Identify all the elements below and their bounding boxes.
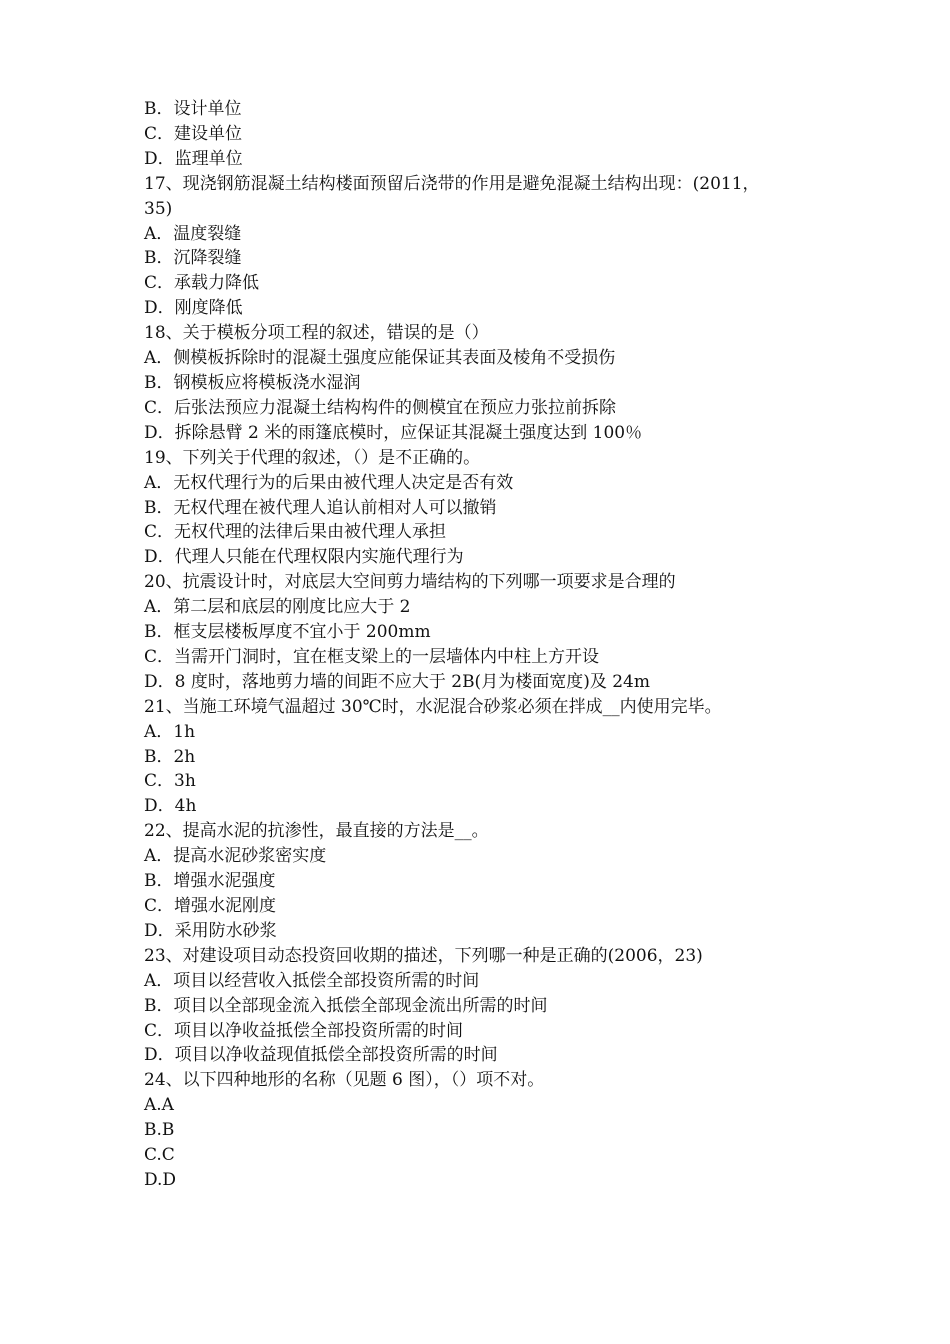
question-line: 19、下列关于代理的叙述，（）是不正确的。 (144, 447, 481, 468)
question-line: 17、现浇钢筋混凝土结构楼面预留后浇带的作用是避免混凝土结构出现：(2011， (144, 173, 760, 194)
option-line: D．监理单位 (144, 148, 243, 169)
option-line: A．无权代理行为的后果由被代理人决定是否有效 (144, 472, 514, 493)
option-line: B．2h (144, 746, 196, 767)
option-line: A．温度裂缝 (144, 223, 242, 244)
option-line: D．刚度降低 (144, 298, 243, 319)
option-line: A．提高水泥砂浆密实度 (144, 846, 327, 867)
option-line: D．代理人只能在代理权限内实施代理行为 (144, 547, 464, 568)
option-line: C．当需开门洞时，宜在框支梁上的一层墙体内中柱上方开设 (144, 646, 600, 667)
option-line: C．后张法预应力混凝土结构构件的侧模宜在预应力张拉前拆除 (144, 397, 617, 418)
option-line: D．4h (144, 796, 197, 817)
option-line: C．3h (144, 771, 196, 792)
option-line: C．增强水泥刚度 (144, 896, 277, 916)
question-line: 23、对建设项目动态投资回收期的描述，下列哪一种是正确的(2006，23) (144, 945, 703, 966)
option-line: B．框支层楼板厚度不宜小于 200mm (144, 622, 431, 643)
option-line: C．项目以净收益抵偿全部投资所需的时间 (144, 1020, 464, 1041)
option-line: B．无权代理在被代理人追认前相对人可以撤销 (144, 497, 497, 518)
option-line: A.A (144, 1095, 174, 1116)
question-line: 20、抗震设计时，对底层大空间剪力墙结构的下列哪一项要求是合理的 (144, 572, 676, 593)
option-line: B．沉降裂缝 (144, 248, 242, 269)
option-line: D．采用防水砂浆 (144, 920, 277, 941)
option-line: D．8 度时，落地剪力墙的间距不应大于 2B(月为楼面宽度)及 24m (144, 671, 650, 692)
question-line-continued: 35) (144, 198, 173, 219)
question-line: 21、当施工环境气温超过 30℃时，水泥混合砂浆必须在拌成__内使用完毕。 (144, 696, 722, 717)
option-line: B．钢模板应将模板浇水湿润 (144, 372, 361, 393)
option-line: C．承载力降低 (144, 273, 260, 294)
option-line: C．建设单位 (144, 123, 243, 144)
document-page (144, 97, 824, 1193)
option-line: A．第二层和底层的刚度比应大于 2 (144, 597, 411, 618)
option-line: B．增强水泥强度 (144, 871, 276, 892)
option-line: B.B (144, 1120, 175, 1141)
option-line: C.C (144, 1145, 175, 1166)
option-line: A．1h (144, 721, 196, 742)
option-line: A．项目以经营收入抵偿全部投资所需的时间 (144, 970, 480, 991)
option-line: D．拆除悬臂 2 米的雨篷底模时，应保证其混凝土强度达到 100％ (144, 422, 643, 443)
question-line: 22、提高水泥的抗渗性，最直接的方法是__。 (144, 821, 489, 842)
question-line: 24、以下四种地形的名称（见题 6 图），（）项不对。 (144, 1070, 545, 1091)
option-line: A．侧模板拆除时的混凝土强度应能保证其表面及棱角不受损伤 (144, 348, 616, 369)
option-line: C．无权代理的法律后果由被代理人承担 (144, 522, 447, 543)
option-line: B．项目以全部现金流入抵偿全部现金流出所需的时间 (144, 995, 548, 1016)
option-line: D．项目以净收益现值抵偿全部投资所需的时间 (144, 1045, 498, 1066)
option-line: D.D (144, 1169, 177, 1190)
option-line: B．设计单位 (144, 99, 242, 119)
question-line: 18、关于模板分项工程的叙述，错误的是（） (144, 323, 489, 344)
